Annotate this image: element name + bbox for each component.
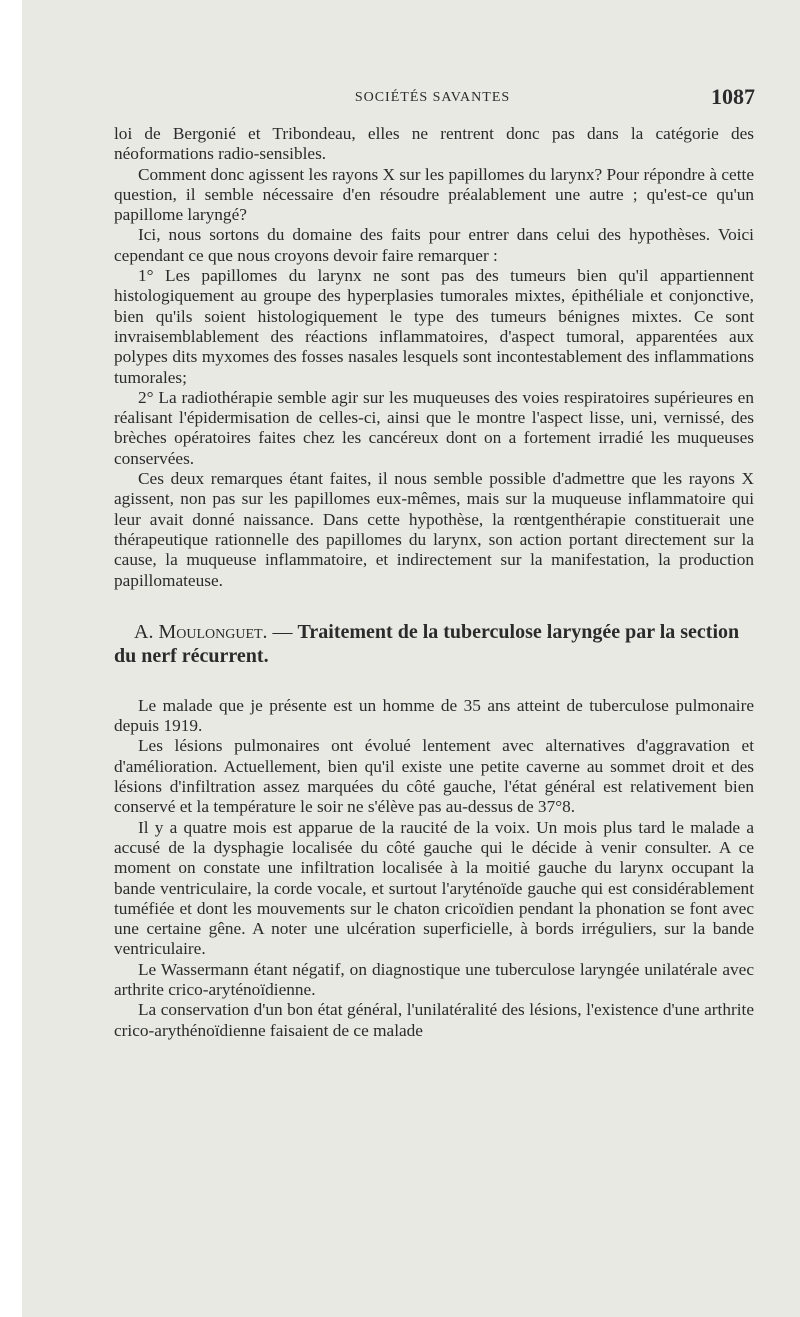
paragraph: Il y a quatre mois est apparue de la raucité de la voix. Un mois plus tard le malade a accusé de la dysphagie localisée du côté gauche qui le décide à venir consulter. A ce moment on constate une infiltration localisée à la moitié gauche du larynx occupant la bande ventriculaire, la corde vocale, et surtout l'aryténoïde gauche qui est considérablement tuméfiée et dont les mouvements sur le chaton cricoïdien pendant la phonation se font avec une certaine gêne. A noter une ulcération superficielle, à bords irréguliers, sur la bande ventriculaire.: [114, 817, 754, 959]
page-header: [110, 84, 755, 114]
paragraph: loi de Bergonié et Tribondeau, elles ne rentrent donc pas dans la catégorie des néoformations radio-sensibles.: [114, 124, 754, 164]
running-title: SOCIÉTÉS SAVANTES: [354, 90, 511, 105]
paragraph: 2° La radiothérapie semble agir sur les muqueuses des voies respiratoires supérieures en réalisant l'épidermisation de celles-ci, ainsi que le montre l'aspect lisse, uni, vernissé, des brèches opératoires faites chez les cancéreux dont on a fortement irradié les muqueuses conservées.: [114, 387, 754, 468]
page-number: 1087: [711, 84, 755, 109]
paragraph: 1° Les papillomes du larynx ne sont pas des tumeurs bien qu'il appartiennent histologiquement au groupe des hyperplasies tumorales mixtes, épithéliale et conjonctive, bien qu'ils soient histologiquement le type des tumeurs bénignes mixtes. Ce sont invraisemblablement des réactions inflammatoires, d'aspect tumoral, apparentées aux polypes dits myxomes des fosses nasales lesquels sont incontestablement des inflammations tumorales;: [114, 266, 754, 387]
article-heading: [114, 620, 754, 668]
paragraph: Ces deux remarques étant faites, il nous semble possible d'admettre que les rayons X agissent, non pas sur les papillomes eux-mêmes, mais sur la muqueuse inflammatoire qui leur avait donné naissance. Dans cette hypothèse, la rœntgenthérapie constituerait une thérapeutique rationnelle des papillomes du larynx, son action portant directement sur la cause, la muqueuse inflammatoire, et indirectement sur la manifestation, la production papillomateuse.: [114, 469, 754, 590]
page-body: [114, 124, 754, 1041]
paragraph: Comment donc agissent les rayons X sur les papillomes du larynx? Pour répondre à cette question, il semble nécessaire d'en résoudre préalablement une autre ; qu'est-ce qu'un papillome laryngé?: [114, 164, 754, 225]
paragraph: Les lésions pulmonaires ont évolué lentement avec alternatives d'aggravation et d'amélioration. Actuellement, bien qu'il existe une petite caverne au sommet droit et des lésions d'infiltration assez marquées du côté gauche, l'état général est relativement bien conservé et la température le soir ne s'élève pas au-dessus de 37°8.: [114, 736, 754, 817]
article-author: A. Moulonguet.: [134, 620, 268, 643]
paragraph: Le Wassermann étant négatif, on diagnostique une tuberculose laryngée unilatérale avec arthrite crico-aryténoïdienne.: [114, 959, 754, 999]
heading-dash: —: [267, 620, 298, 643]
article-title: Traitement de la tuberculose laryngée par la section du nerf récurrent.: [114, 620, 740, 667]
paragraph: La conservation d'un bon état général, l'unilatéralité des lésions, l'existence d'une arthrite crico-arythénoïdienne faisaient de ce malade: [114, 1000, 754, 1040]
paragraph: Le malade que je présente est un homme de 35 ans atteint de tuberculose pulmonaire depuis 1919.: [114, 695, 754, 736]
paragraph: Ici, nous sortons du domaine des faits pour entrer dans celui des hypothèses. Voici cependant ce que nous croyons devoir faire remarquer :: [114, 225, 754, 265]
